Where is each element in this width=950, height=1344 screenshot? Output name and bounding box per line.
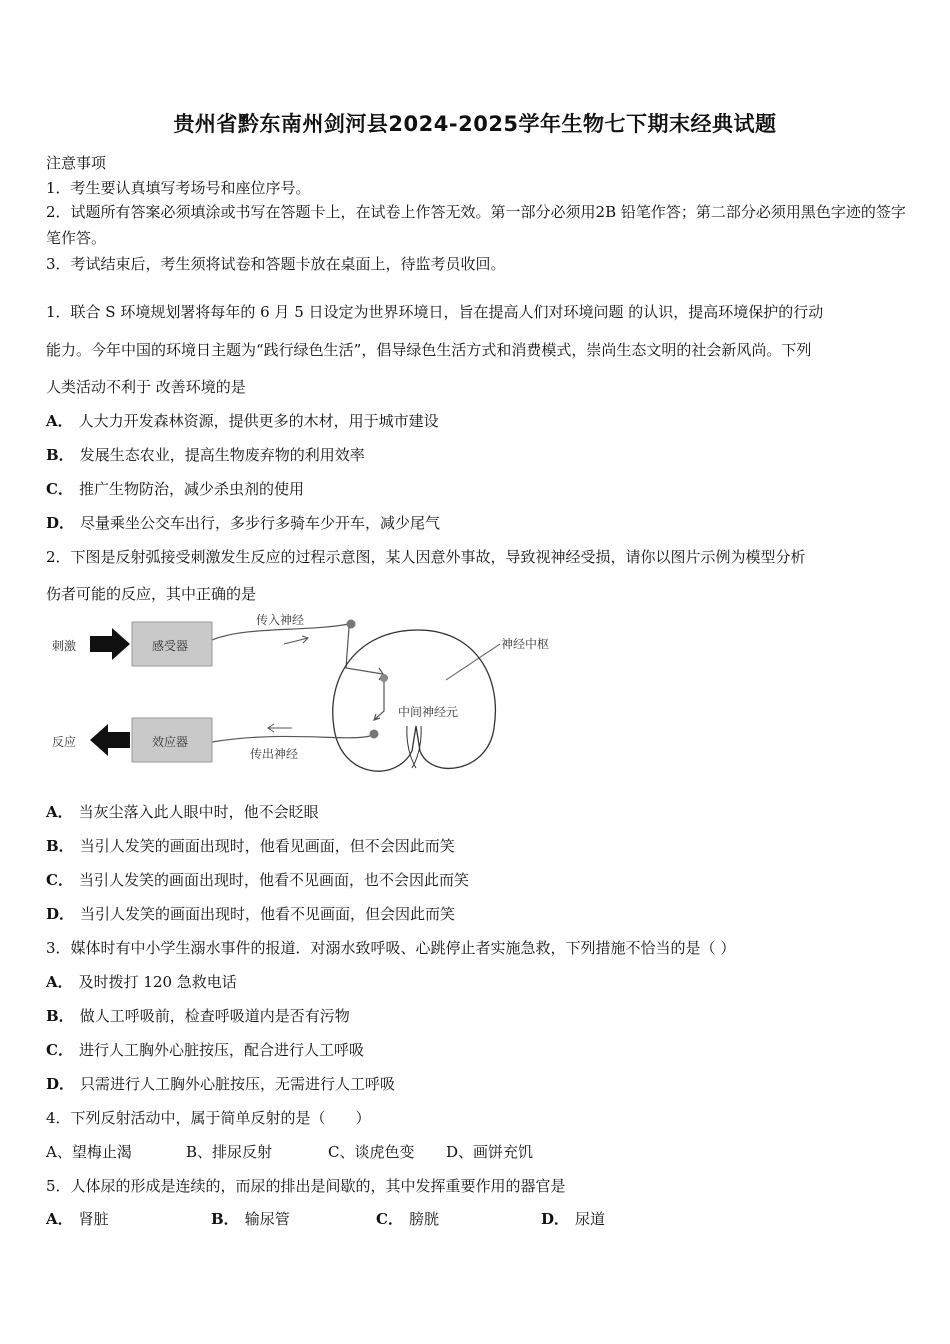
q1-option-b — [46, 444, 365, 465]
q5-stem: 5．人体尿的形成是连续的，而尿的排出是间歇的，其中发挥重要作用的器官是 — [46, 1177, 566, 1195]
option-key: A． — [46, 803, 73, 821]
notice-heading: 注意事项 — [46, 154, 107, 172]
interneuron-label: 中间神经元 — [398, 705, 459, 719]
option-text: 当灰尘落入此人眼中时，他不会眨眼 — [78, 803, 319, 821]
q4-option-c: C、谈虎色变 — [328, 1143, 415, 1161]
option-key: C． — [376, 1210, 403, 1228]
option-text: 进行人工胸外心脏按压，配合进行人工呼吸 — [78, 1041, 364, 1059]
option-key: C． — [46, 480, 73, 498]
q4-option-d: D、画饼充饥 — [446, 1143, 534, 1161]
option-key: A． — [46, 412, 73, 430]
q3-stem: 3．媒体时有中小学生溺水事件的报道．对溺水致呼吸、心跳停止者实施急救，下列措施不恰当的是（ ） — [46, 939, 736, 957]
q5-option-b — [211, 1208, 376, 1229]
efferent-nerve — [212, 736, 370, 742]
option-text: 尽量乘坐公交车出行，多步行多骑车少开车，减少尾气 — [80, 514, 441, 532]
option-key: B． — [211, 1210, 239, 1228]
q3-option-b — [46, 1005, 350, 1026]
stimulus-arrow — [90, 628, 130, 660]
q1-option-c — [46, 478, 304, 499]
option-text: 发展生态农业，提高生物废弃物的利用效率 — [79, 446, 365, 464]
notice-item: 3．考试结束后，考生须将试卷和答题卡放在桌面上，待监考员收回。 — [46, 255, 506, 273]
q4-option-a: A、望梅止渴 — [46, 1143, 132, 1161]
q1-stem-line: 人类活动不利于 改善环境的是 — [46, 378, 246, 396]
stimulus-label: 刺激 — [52, 639, 77, 653]
option-text: 当引人发笑的画面出现时，他看不见画面，但会因此而笑 — [80, 905, 456, 923]
q2-option-a — [46, 801, 319, 822]
q2-stem-line: 伤者可能的反应，其中正确的是 — [46, 585, 257, 603]
page-title: 贵州省黔东南州剑河县2024-2025学年生物七下期末经典试题 — [173, 112, 777, 136]
q1-option-a — [46, 410, 439, 431]
q2-option-b — [46, 835, 455, 856]
option-text: 当引人发笑的画面出现时，他看不见画面，也不会因此而笑 — [78, 871, 469, 889]
option-key: A． — [46, 973, 73, 991]
q3-option-c — [46, 1039, 364, 1060]
q5-option-c — [376, 1208, 541, 1229]
q4-option-b: B、排尿反射 — [186, 1143, 273, 1161]
q4-stem: 4．下列反射活动中，属于简单反射的是（ ） — [46, 1109, 371, 1127]
q1-stem-line: 1．联合 S 环境规划署将每年的 6 月 5 日设定为世界环境日，旨在提高人们对环境问题 的认识，提高环境保护的行动 — [46, 303, 824, 321]
option-text: 当引人发笑的画面出现时，他看见画面，但不会因此而笑 — [79, 837, 455, 855]
option-text: 及时拨打 120 急救电话 — [78, 973, 237, 991]
option-key: D． — [46, 1075, 75, 1093]
q5-option-d — [541, 1208, 605, 1229]
q5-option-a — [46, 1208, 211, 1229]
nerve-center-label: 神经中枢 — [501, 637, 550, 651]
option-key: C． — [46, 1041, 73, 1059]
option-key: C． — [46, 871, 73, 889]
notice-item: 1．考生要认真填写考场号和座位序号。 — [46, 179, 311, 197]
option-key: B． — [46, 1007, 74, 1025]
spinal-cord-outline — [333, 630, 496, 771]
option-text: 尿道 — [575, 1210, 606, 1228]
option-key: B． — [46, 837, 74, 855]
option-text: 只需进行人工胸外心脏按压，无需进行人工呼吸 — [80, 1075, 396, 1093]
option-text: 做人工呼吸前，检查呼吸道内是否有污物 — [79, 1007, 350, 1025]
option-text: 人大力开发森林资源，提供更多的木材，用于城市建设 — [78, 412, 439, 430]
efferent-cell-body — [370, 730, 379, 739]
q2-option-c — [46, 869, 469, 890]
notice-item: 2．试题所有答案必须填涂或书写在答题卡上，在试卷上作答无效。第一部分必须用2B 铅笔作答；第二部分必须用黑色字迹的签字笔作答。 — [46, 203, 906, 247]
effector-label: 效应器 — [152, 735, 189, 749]
q2-stem-line: 2．下图是反射弧接受刺激发生反应的过程示意图，某人因意外事故，导致视神经受损，请你以图片示例为模型分析 — [46, 548, 806, 566]
q1-stem-line: 能力。今年中国的环境日主题为“践行绿色生活”，倡导绿色生活方式和消费模式，崇尚生态文明的社会新风尚。下列 — [46, 341, 812, 359]
reflex-arc-diagram — [46, 608, 566, 793]
option-key: D． — [46, 514, 75, 532]
option-key: D． — [541, 1210, 570, 1228]
option-text: 输尿管 — [244, 1210, 290, 1228]
response-arrow — [90, 724, 130, 756]
option-key: B． — [46, 446, 74, 464]
q4-options — [46, 1141, 533, 1162]
q3-option-a — [46, 971, 237, 992]
option-text: 肾脏 — [78, 1210, 109, 1228]
q2-option-d — [46, 903, 455, 924]
option-text: 膀胱 — [408, 1210, 439, 1228]
receptor-label: 感受器 — [152, 639, 189, 653]
response-label: 反应 — [52, 735, 77, 749]
afferent-cell-body — [347, 620, 356, 629]
efferent-label: 传出神经 — [250, 747, 299, 761]
interneuron-cell-body — [380, 674, 388, 682]
option-key: D． — [46, 905, 75, 923]
afferent-label: 传入神经 — [256, 613, 305, 627]
option-key: A． — [46, 1210, 73, 1228]
q5-options — [46, 1208, 605, 1229]
option-text: 推广生物防治，减少杀虫剂的使用 — [78, 480, 304, 498]
q1-option-d — [46, 512, 440, 533]
q3-option-d — [46, 1073, 395, 1094]
